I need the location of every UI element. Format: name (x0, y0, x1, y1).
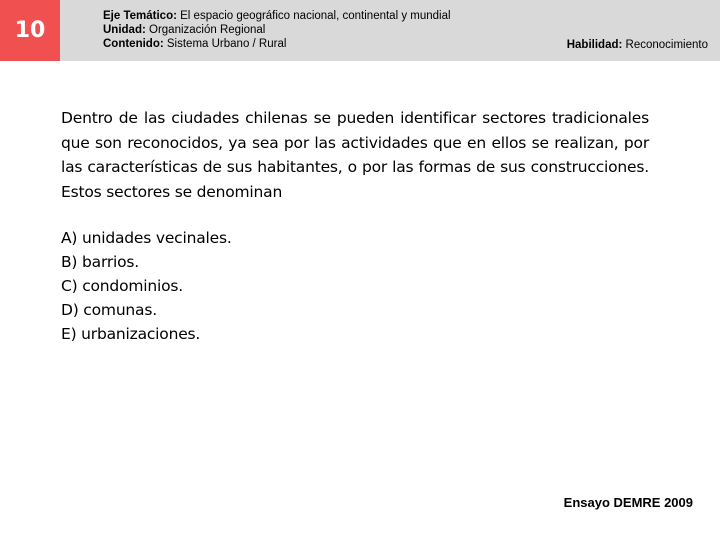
source-footer: Ensayo DEMRE 2009 (563, 495, 693, 510)
option-c[interactable]: C) condominios. (61, 277, 183, 295)
contenido-label: Contenido: (103, 38, 164, 50)
answer-options (61, 226, 232, 346)
option-e[interactable]: E) urbanizaciones. (61, 325, 201, 343)
unidad-line (103, 23, 451, 37)
eje-tematico-line (103, 9, 451, 23)
option-b[interactable]: B) barrios. (61, 253, 140, 271)
option-a[interactable]: A) unidades vecinales. (61, 229, 232, 247)
eje-tematico-label: Eje Temático: (103, 10, 177, 22)
option-d[interactable]: D) comunas. (61, 301, 157, 319)
contenido-line (103, 37, 451, 51)
contenido-value: Sistema Urbano / Rural (166, 38, 287, 50)
habilidad-line (567, 38, 708, 52)
question-number-badge: 10 (0, 0, 60, 61)
question-text: Dentro de las ciudades chilenas se pueden identificar sectores tradicionales que son reconocidos, ya sea por las actividades que en ellos se realizan, por las características de sus habitantes, o por las formas de sus construcciones. Estos sectores se denominan (61, 109, 649, 201)
unidad-value: Organización Regional (149, 24, 266, 36)
unidad-label: Unidad: (103, 24, 146, 36)
habilidad-value: Reconocimiento (625, 39, 708, 51)
eje-tematico-value: El espacio geográfico nacional, continental y mundial (180, 10, 451, 22)
habilidad-label: Habilidad: (566, 39, 623, 51)
question-metadata (103, 9, 451, 51)
header-bar (0, 0, 720, 61)
